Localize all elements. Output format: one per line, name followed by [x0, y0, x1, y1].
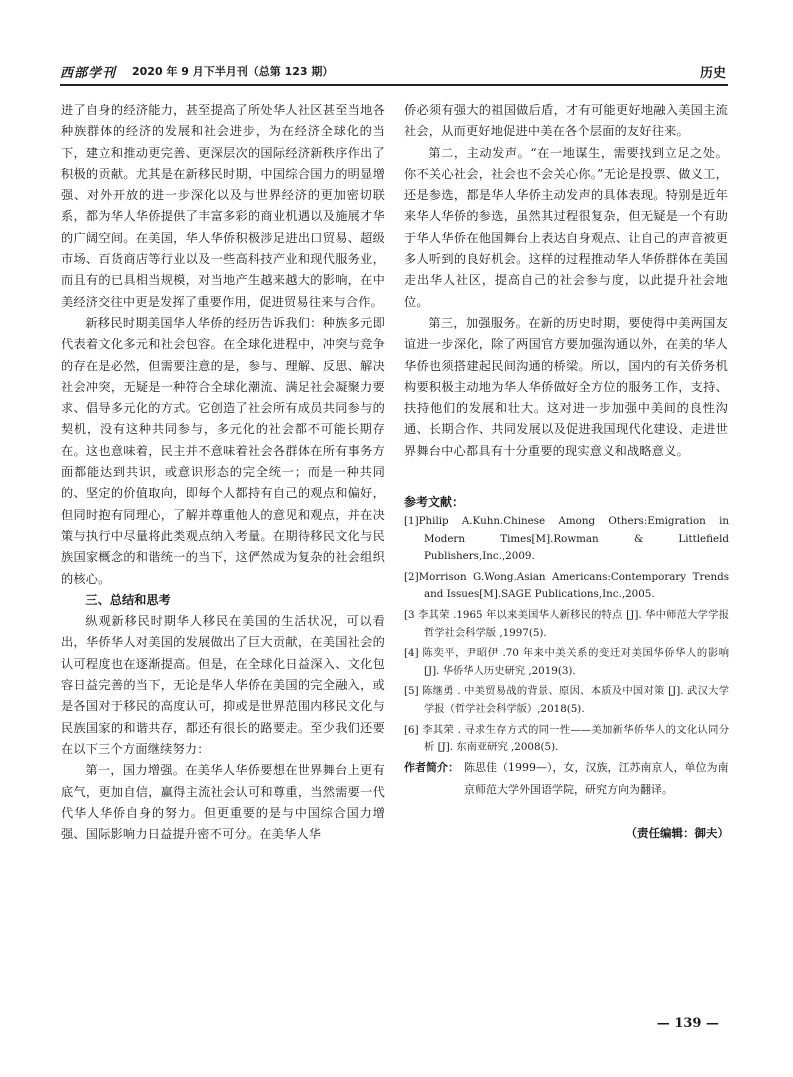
right-paragraph: 侨必须有强大的祖国做后盾，才有可能更好地融入美国主流社会，从而更好地促进中美在各个层面的友好往来。: [404, 103, 728, 139]
left-column: [61, 100, 385, 845]
left-paragraph: 进了自身的经济能力，甚至提高了所处华人社区甚至当地各种族群体的经济的发展和社会进步，为在经济全球化的当下，建立和推动更完善、更深层次的国际经济新秩序作出了积极的贡献。尤其是在新移民时期，中国综合国力的明显增强、对外开放的进一步深化以及与世界经济的更加密切联系，都为华人华侨提供了丰富多彩的商业机遇以及施展才华的广阔空间。在美国，华人华侨积极涉足进出口贸易、超级市场、百货商店等行业以及一些高科技产业和现代服务业，而且有的已具相当规模，对当地产生越来越大的影响，在中美经济交往中更是发挥了重要作用，促进贸易往来与合作。: [61, 103, 385, 309]
author-bio-text: 陈思佳（1999—），女，汉族，江苏南京人，单位为南京师范大学外国语学院，研究方向为翻译。: [464, 761, 729, 796]
references-title: 参考文献：: [404, 495, 465, 509]
right-paragraph: 第三，加强服务。在新的历史时期，要使得中美两国友谊进一步深化，除了两国官方要加强沟通以外，在美的华人华侨也须搭建起民间沟通的桥梁。所以，国内的有关侨务机构要积极主动地为华人华侨做好全方位的服务工作，支持、扶持他们的发展和壮大。这对进一步加强中美间的良性沟通、长期合作、共同发展以及促进我国现代化建设、走进世界舞台中心都具有十分重要的现实意义和战略意义。: [404, 315, 728, 458]
section-name: 历史: [699, 66, 726, 81]
reference-item: [2]Morrison G.Wong.Asian Americans:Contemporary Trends and Issues[M].SAGE Publications,Inc.,2005.: [404, 570, 729, 601]
header-rule: [60, 84, 728, 86]
left-paragraph: 第一，国力增强。在美华人华侨要想在世界舞台上更有底气，更加自信，赢得主流社会认可和尊重，当然需要一代代华人华侨自身的努力。但更重要的是与中国综合国力增强、国际影响力日益提升密不可分。在美华人华: [61, 763, 385, 842]
reference-item: [5] 陈继勇 . 中美贸易战的背景、原因、本质及中国对策 [J]. 武汉大学学报（哲学社会科学版）,2018(5).: [404, 685, 729, 715]
editor-note: （责任编辑：御夫）: [625, 826, 729, 840]
reference-item: [3 李其荣 .1965 年以来美国华人新移民的特点 [J]. 华中师范大学学报哲学社会科学版 ,1997(5).: [404, 608, 729, 639]
references-list: [404, 513, 729, 760]
running-header: [60, 60, 728, 82]
reference-item: [4] 陈奕平，尹昭伊 .70 年来中美关系的变迁对美国华侨华人的影响 [J]. 华侨华人历史研究 ,2019(3).: [404, 647, 729, 677]
issue-info: 2020 年 9 月下半月刊（总第 123 期）: [132, 65, 334, 78]
section-heading: 三、总结和思考: [85, 592, 171, 607]
author-bio-label: 作者简介：: [404, 761, 459, 774]
reference-item: [6] 李其荣 . 寻求生存方式的同一性——美加新华侨华人的文化认同分析 [J]. 东南亚研究 ,2008(5).: [404, 723, 729, 754]
author-bio: [404, 757, 729, 801]
left-paragraph: 新移民时期美国华人华侨的经历告诉我们：种族多元即代表着文化多元和社会包容。在全球化进程中，冲突与竞争的存在是必然，但需要注意的是，参与、理解、反思、解决社会冲突，无疑是一种符合全球化潮流、满足社会凝聚力要求、倡导多元化的方式。它创造了社会所有成员共同参与的契机，没有这种共同参与，多元化的社会都不可能长期存在。这也意味着，民主并不意味着社会各群体在所有事务方面都能达到共识，或意识形态的完全统一；而是一种共同的、坚定的价值取向，即每个人都持有自己的观点和偏好，但同时抱有同理心，了解并尊重他人的意见和观点，并在决策与执行中尽量将此类观点纳入考量。在期待移民文化与民族国家概念的和谐统一的当下，这俨然成为复杂的社会组织的核心。: [61, 315, 385, 586]
reference-item: [1]Philip A.Kuhn.Chinese Among Others:Emigration in Modern Times[M].Rowman & Littlefield Publishers,Inc.,2009.: [404, 515, 729, 563]
journal-brand: 西部学刊: [60, 66, 117, 81]
right-column: [404, 100, 728, 462]
page-number: — 139 —: [656, 1016, 719, 1031]
right-paragraph: 第二，主动发声。“在一地谋生，需要找到立足之处。你不关心社会，社会也不会关心你。”无论是投票、做义工，还是参选，都是华人华侨主动发声的具体表现。特别是近年来华人华侨的参选，虽然其过程很复杂，但无疑是一个有助于华人华侨在他国舞台上表达自身观点、让自己的声音被更多人听到的良好机会。这样的过程推动华人华侨群体在美国走出华人社区，提高自己的社会参与度，以此提升社会地位。: [404, 145, 728, 309]
left-paragraph: 纵观新移民时期华人移民在美国的生活状况，可以看出，华侨华人对美国的发展做出了巨大贡献，在美国社会的认可程度也在逐渐提高。但是，在全球化日益深入、文化包容日益完善的当下，无论是华人华侨在美国的完全融入，或是各国对于移民的高度认可，抑或是世界范围内移民文化与民族国家的和谐共存，都还有很长的路要走。至少我们还要在以下三个方面继续努力：: [61, 614, 385, 756]
